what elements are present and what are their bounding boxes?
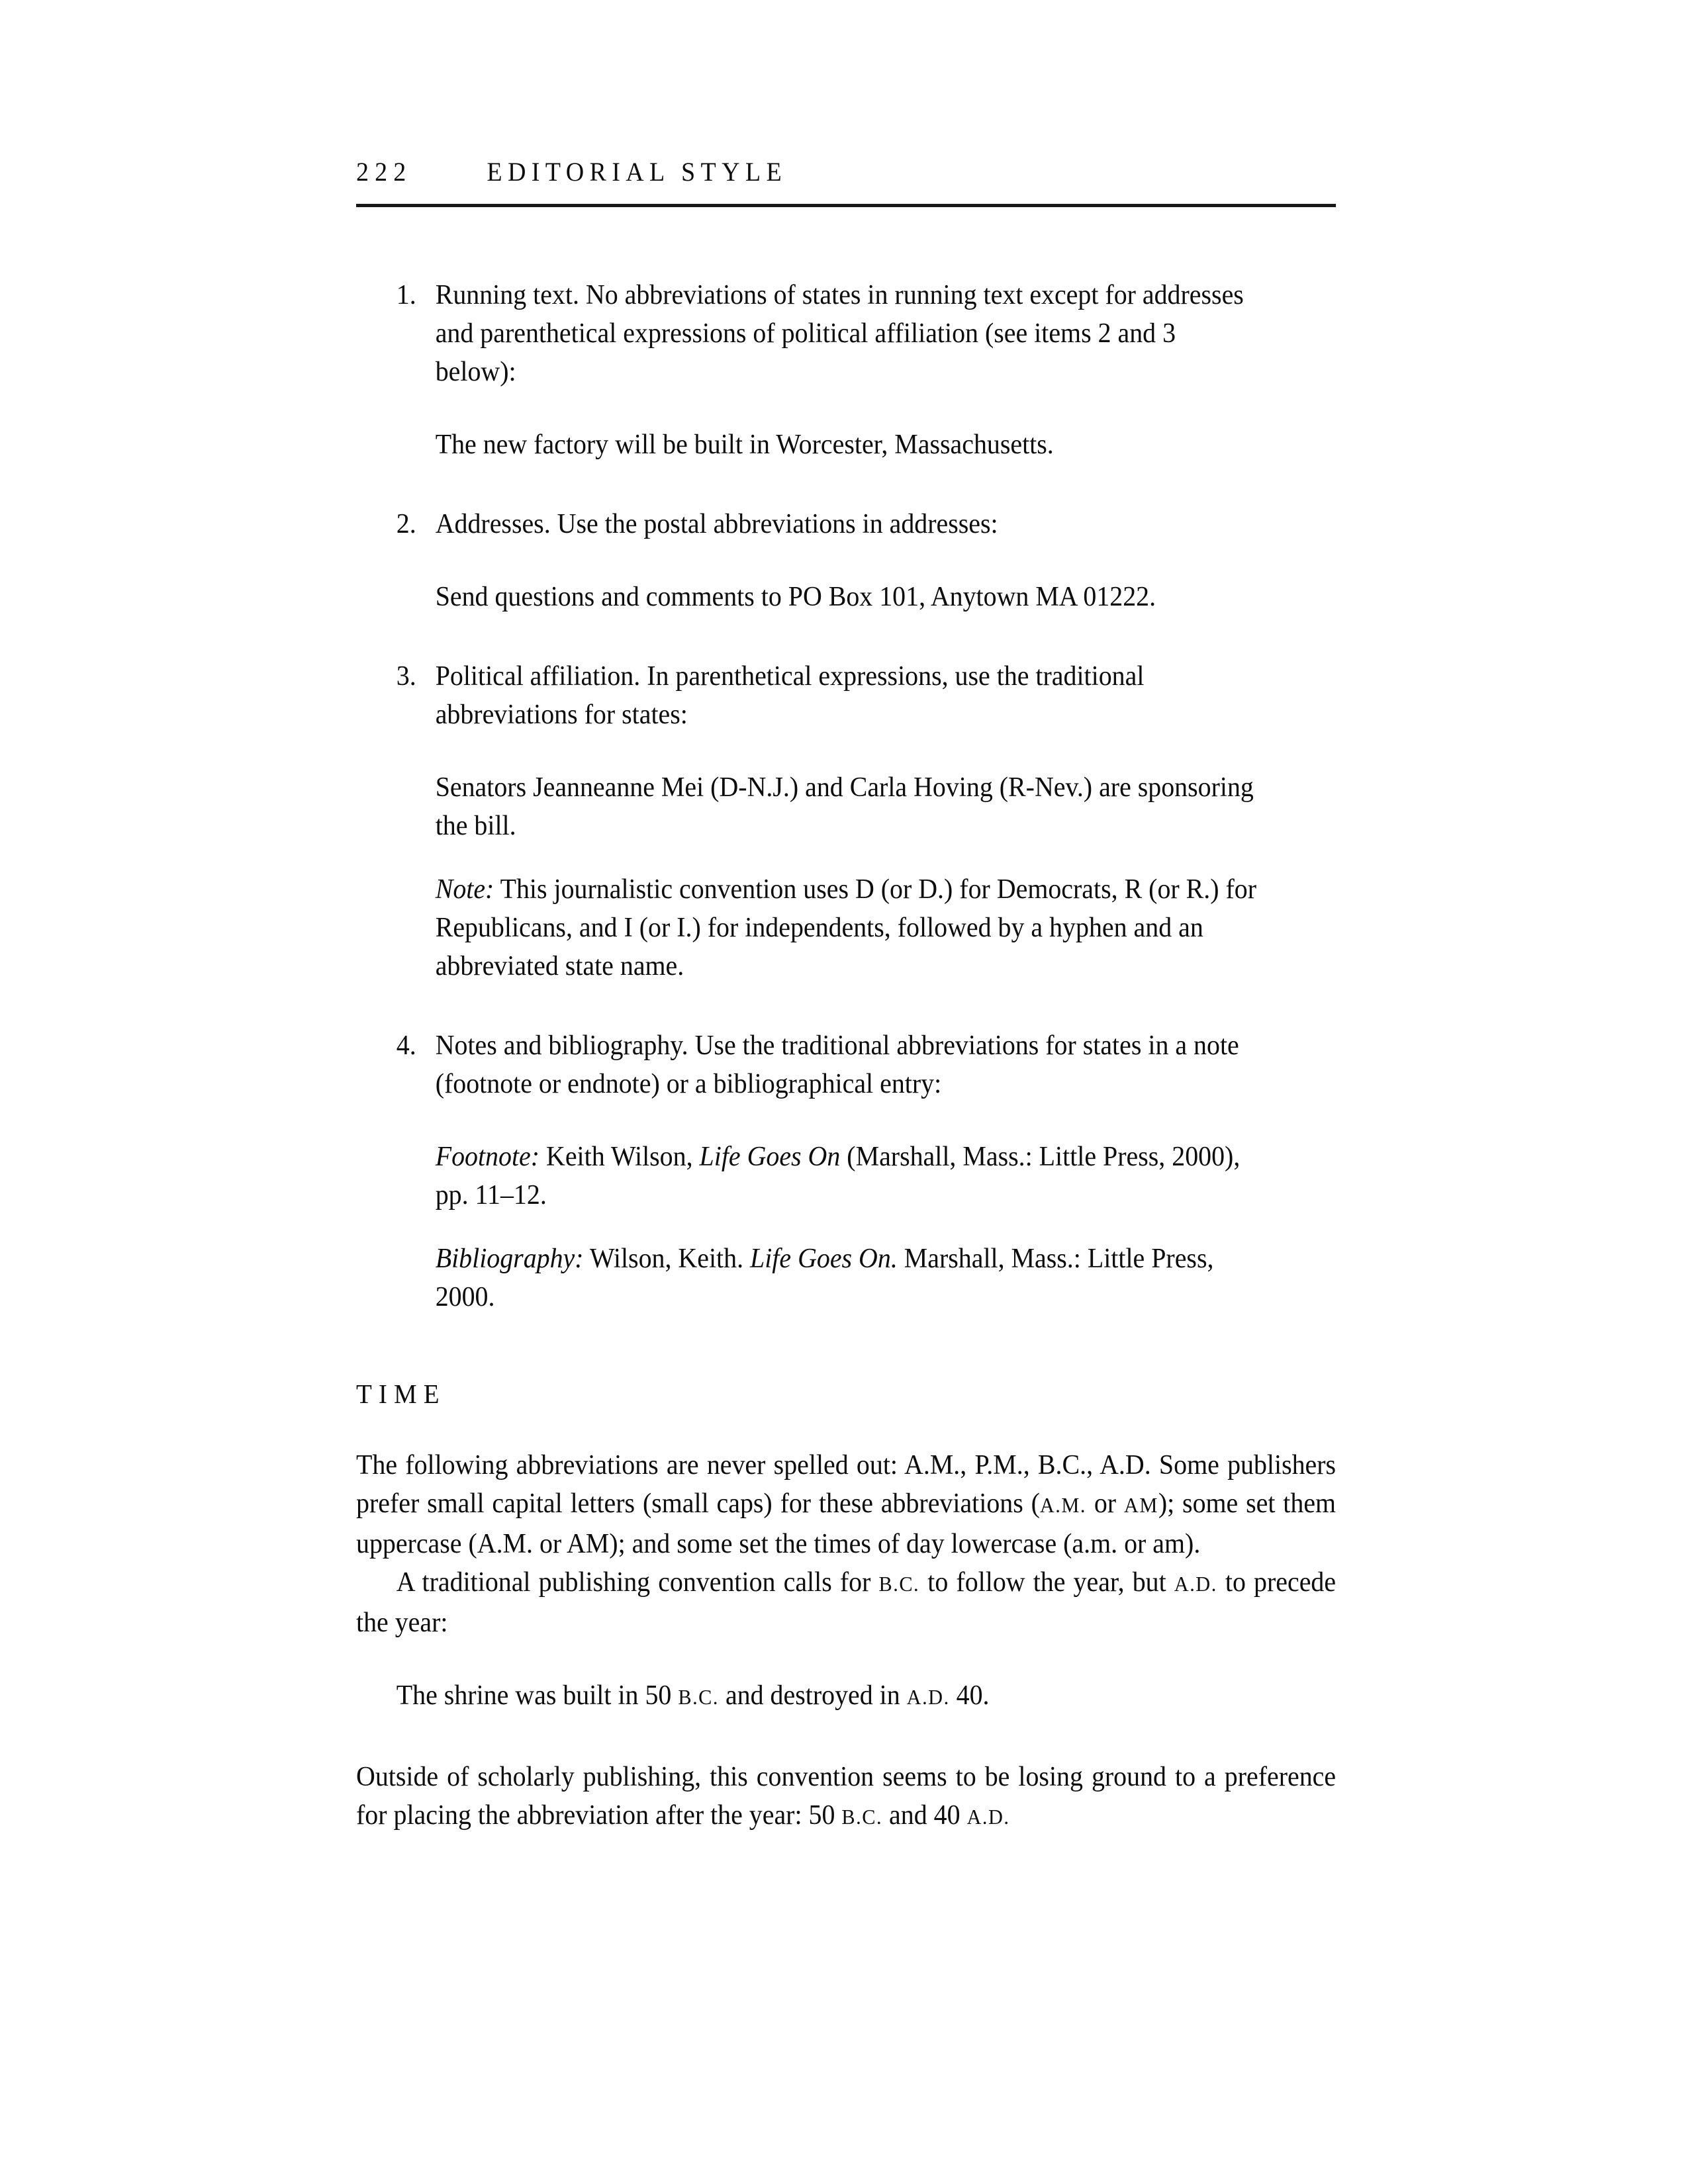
- list-item: [356, 657, 1336, 985]
- bibliography-example-text: Bibliography: Wilson, Keith. Life Goes On. Marshall, Mass.: Little Press, 2000.: [435, 1244, 1214, 1312]
- list-item: [356, 1026, 1336, 1316]
- note-text: Note: This journalistic convention uses D (or D.) for Democrats, R (or R.) for Republicans, and I (or I.) for independents, followed by a hyphen and an abbreviated state name.: [435, 874, 1257, 981]
- list-item-text: Political affiliation. In parenthetical expressions, use the traditional abbreviations for states:: [435, 661, 1145, 730]
- list-item-text: Addresses. Use the postal abbreviations in addresses:: [435, 509, 998, 539]
- paragraph: Outside of scholarly publishing, this convention seems to be losing ground to a preference for placing the abbreviation after the year: 50 B.C. and 40 A.D.: [356, 1762, 1336, 1831]
- footnote-example-text: Footnote: Keith Wilson, Life Goes On (Marshall, Mass.: Little Press, 2000), pp. 11–12.: [435, 1142, 1241, 1210]
- list-item-text: Notes and bibliography. Use the traditional abbreviations for states in a note (footnote or endnote) or a bibliographical entry:: [435, 1030, 1239, 1099]
- numbered-list: [356, 276, 1336, 1316]
- running-head: EDITORIAL STYLE: [487, 157, 788, 187]
- list-item-number: 4.: [396, 1030, 416, 1061]
- list-item-text: Running text. No abbreviations of states in running text except for addresses and parenthetical expressions of political affiliation (see items 2 and 3 below):: [435, 280, 1244, 387]
- example-text: The shrine was built in 50 B.C. and destroyed in A.D. 40.: [396, 1680, 990, 1711]
- time-section: [356, 1377, 1336, 1837]
- section-heading: TIME: [356, 1379, 446, 1409]
- list-item: [356, 505, 1336, 616]
- list-item-number: 1.: [396, 280, 416, 310]
- example-text: Send questions and comments to PO Box 101, Anytown MA 01222.: [435, 582, 1156, 612]
- paragraph: A traditional publishing convention calls for B.C. to follow the year, but A.D. to precede the year:: [356, 1567, 1336, 1638]
- page-number: 222: [356, 157, 412, 187]
- list-item-number: 2.: [396, 509, 416, 539]
- page-header: [356, 158, 1336, 207]
- list-item: [356, 276, 1336, 464]
- list-item-number: 3.: [396, 661, 416, 692]
- example-text: The new factory will be built in Worcester, Massachusetts.: [435, 430, 1054, 460]
- paragraph: The following abbreviations are never spelled out: A.M., P.M., B.C., A.D. Some publishers prefer small capital letters (small caps) for these abbreviations (A.M. or AM); some set them uppercase (A.M. or AM); and some set the times of day lowercase (a.m. or am).: [356, 1450, 1336, 1559]
- example-text: Senators Jeanneanne Mei (D-N.J.) and Carla Hoving (R-Nev.) are sponsoring the bill.: [435, 772, 1254, 841]
- page-content: [356, 158, 1336, 1837]
